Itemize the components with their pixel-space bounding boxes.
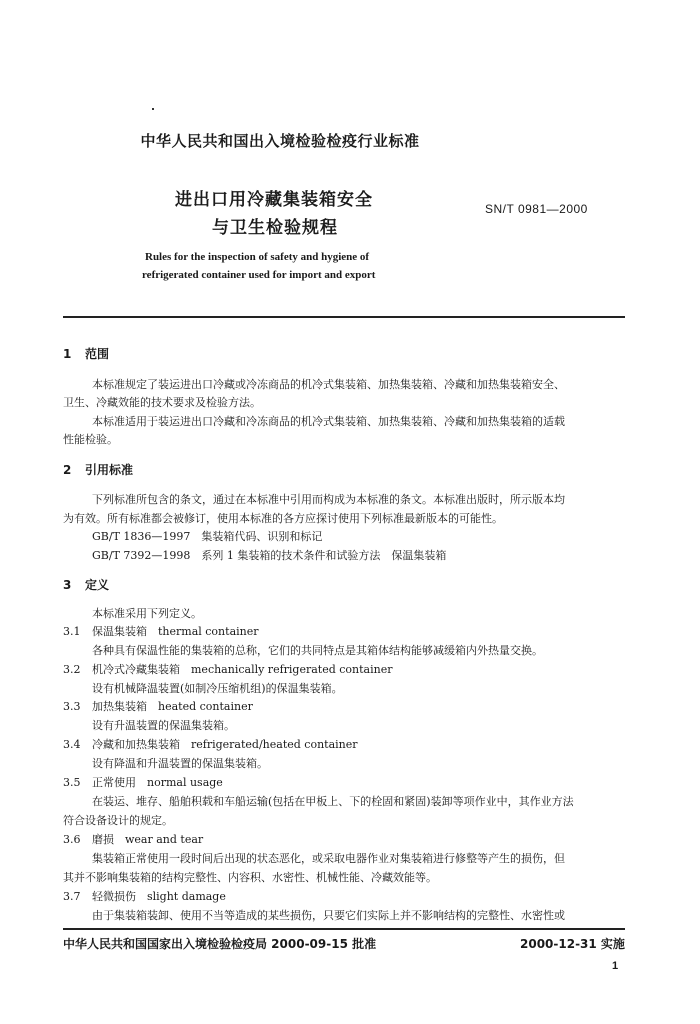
speck bbox=[152, 108, 154, 110]
s3-intro: 本标准采用下列定义。 bbox=[92, 607, 202, 620]
s2-paragraph-1a: 下列标准所包含的条文，通过在本标准中引用而构成为本标准的条文。本标准出版时，所示版本均 bbox=[92, 493, 565, 506]
definition-3-3-text: 设有升温装置的保温集装箱。 bbox=[92, 719, 235, 732]
definition-3-2 bbox=[63, 661, 392, 677]
definition-term: 磨损 wear and tear bbox=[92, 833, 204, 846]
section-title: 范围 bbox=[85, 347, 110, 361]
s2-reference-2: GB/T 7392—1998 系列 1 集装箱的技术条件和试验方法 保温集装箱 bbox=[92, 549, 447, 562]
definition-3-1 bbox=[63, 623, 259, 639]
section-title: 引用标准 bbox=[85, 463, 134, 477]
bottom-divider bbox=[63, 928, 625, 930]
standard-category: 中华人民共和国出入境检验检疫行业标准 bbox=[140, 132, 420, 150]
section-number: 1 bbox=[63, 347, 72, 361]
s1-paragraph-2b: 性能检验。 bbox=[63, 433, 118, 446]
section-3-heading bbox=[63, 576, 109, 593]
definition-3-7 bbox=[63, 888, 226, 904]
s1-paragraph-2a: 本标准适用于装运进出口冷藏和冷冻商品的机冷式集装箱、加热集装箱、冷藏和加热集装箱的适载 bbox=[92, 415, 565, 428]
definition-term: 加热集装箱 heated container bbox=[92, 700, 253, 713]
definition-term: 保温集装箱 thermal container bbox=[92, 625, 259, 638]
definition-term: 轻微损伤 slight damage bbox=[92, 890, 226, 903]
section-title: 定义 bbox=[85, 578, 110, 592]
definition-number: 3.5 bbox=[63, 776, 81, 789]
definition-3-4 bbox=[63, 736, 358, 752]
definition-3-6 bbox=[63, 831, 203, 847]
definition-number: 3.6 bbox=[63, 833, 81, 846]
definition-3-7-text: 由于集装箱装卸、使用不当等造成的某些损伤，只要它们实际上并不影响结构的完整性、水密性或 bbox=[92, 909, 565, 922]
definition-3-5 bbox=[63, 774, 223, 790]
section-2-heading bbox=[63, 461, 133, 478]
section-number: 3 bbox=[63, 578, 72, 592]
definition-term: 正常使用 normal usage bbox=[92, 776, 223, 789]
definition-3-4-text: 设有降温和升温装置的保温集装箱。 bbox=[92, 757, 268, 770]
standard-code: SN/T 0981—2000 bbox=[485, 202, 588, 216]
approval-line: 中华人民共和国国家出入境检验检疫局 2000-09-15 批准 bbox=[63, 937, 377, 951]
definition-number: 3.4 bbox=[63, 738, 81, 751]
top-divider bbox=[63, 316, 625, 318]
definition-number: 3.7 bbox=[63, 890, 81, 903]
definition-3-1-text: 各种具有保温性能的集装箱的总称，它们的共同特点是其箱体结构能够减缓箱内外热量交换。 bbox=[92, 644, 543, 657]
definition-3-2-text: 设有机械降温装置(如制冷压缩机组)的保温集装箱。 bbox=[92, 682, 343, 695]
definition-3-6-text-a: 集装箱正常使用一段时间后出现的状态恶化，或采取电器作业对集装箱进行修整等产生的损伤，但 bbox=[92, 852, 565, 865]
definition-3-5-text-a: 在装运、堆存、船舶积载和车船运输(包括在甲板上、下的栓固和紧固)装卸等项作业中，其作业方法 bbox=[92, 795, 574, 808]
s1-paragraph-1b: 卫生、冷藏效能的技术要求及检验方法。 bbox=[63, 396, 261, 409]
s1-paragraph-1a: 本标准规定了装运进出口冷藏或冷冻商品的机冷式集装箱、加热集装箱、冷藏和加热集装箱安全、 bbox=[92, 378, 565, 391]
title-line-1: 进出口用冷藏集装箱安全 bbox=[175, 190, 373, 210]
page-number: 1 bbox=[612, 960, 619, 972]
definition-term: 机冷式冷藏集装箱 mechanically refrigerated container bbox=[92, 663, 393, 676]
definition-3-5-text-b: 符合设备设计的规定。 bbox=[63, 814, 173, 827]
title-line-2: 与卫生检验规程 bbox=[212, 218, 338, 238]
s2-paragraph-1b: 为有效。所有标准都会被修订，使用本标准的各方应探讨使用下列标准最新版本的可能性。 bbox=[63, 512, 503, 525]
s2-reference-1: GB/T 1836—1997 集装箱代码、识别和标记 bbox=[92, 530, 323, 543]
definition-number: 3.2 bbox=[63, 663, 81, 676]
definition-3-6-text-b: 其并不影响集装箱的结构完整性、内容积、水密性、机械性能、冷藏效能等。 bbox=[63, 871, 437, 884]
definition-number: 3.1 bbox=[63, 625, 81, 638]
english-title-line-1: Rules for the inspection of safety and hygiene of bbox=[145, 251, 370, 263]
english-title-line-2: refrigerated container used for import and export bbox=[142, 269, 376, 281]
definition-3-3 bbox=[63, 698, 253, 714]
definition-term: 冷藏和加热集装箱 refrigerated/heated container bbox=[92, 738, 358, 751]
definition-number: 3.3 bbox=[63, 700, 81, 713]
effective-date: 2000-12-31 实施 bbox=[520, 937, 625, 951]
section-number: 2 bbox=[63, 463, 72, 477]
section-1-heading bbox=[63, 345, 109, 362]
